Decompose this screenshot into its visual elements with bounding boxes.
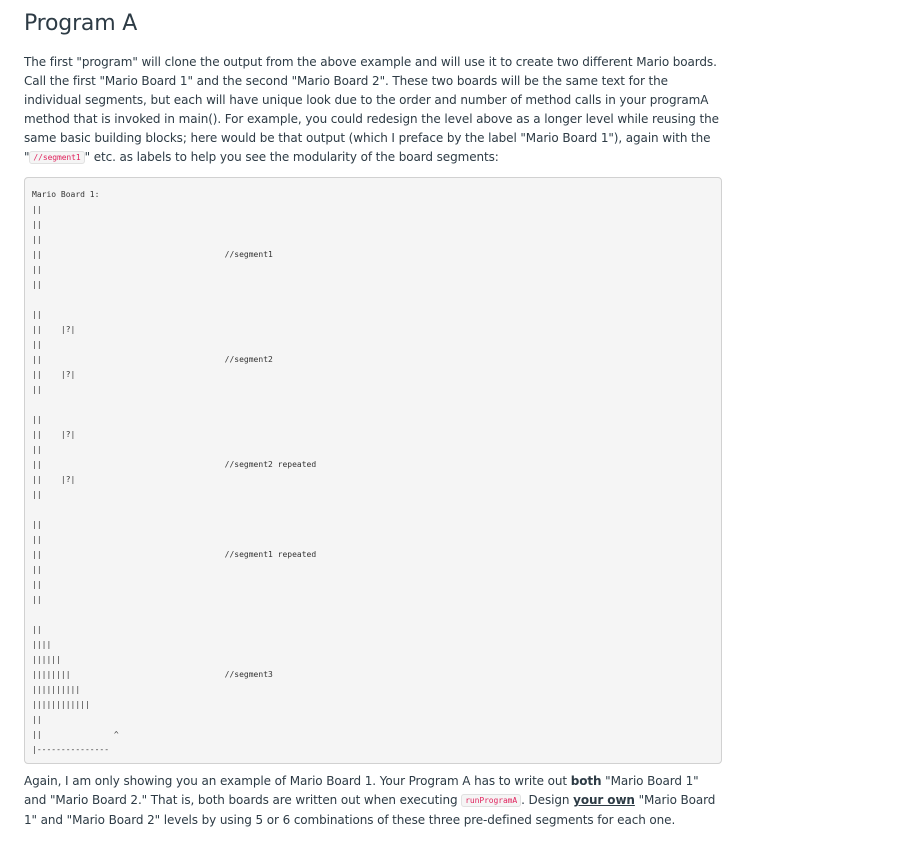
intro-text-2: " etc. as labels to help you see the modularity of the board segments: — [84, 150, 499, 164]
code-block — [24, 177, 722, 764]
page-title: Program A — [24, 11, 138, 36]
outro-paragraph — [24, 772, 724, 830]
code-block-text: Mario Board 1: || || || || //segment1 || || || || |?| || || //segment2 || |?| || || || |?| || || //segment2 repeated || |?| || || || || //segment1 repeated || || || || |||| |||||| |||||||| //segment3 |||||||||| |||||||||||| || || ^ |--------------- — [32, 190, 317, 754]
intro-text-1: The first "program" will clone the output from the above example and will use it to create two different Mario boards. Call the first "Mario Board 1" and the second "Mario Board 2". These two boards will be the same text for the individual segments, but each will have unique look due to the order and number of method calls in your programA method that is invoked in main(). For example, you could redesign the level above as a longer level while reusing the same basic building blocks; here would be that output (which I preface by the label "Mario Board 1"), again with the " — [24, 55, 719, 164]
outro-underline-your-own: your own — [573, 793, 635, 807]
page-content — [24, 0, 724, 827]
inline-code-segment1: //segment1 — [29, 151, 84, 164]
outro-text-4: "Mario Board 1" and "Mario Board 2" levels by using 5 or 6 combinations of these three pre-defined segments for each one. — [24, 793, 716, 827]
outro-text-1: Again, I am only showing you an example of Mario Board 1. Your Program A has to write out — [24, 774, 571, 788]
outro-text-2: "Mario Board 1" and "Mario Board 2." That is, both boards are written out when executing — [24, 774, 699, 807]
intro-paragraph — [24, 53, 724, 168]
outro-text-3: . Design — [521, 793, 574, 807]
inline-code-runprograma: runProgramA — [461, 794, 521, 807]
outro-bold-both: both — [570, 774, 602, 788]
